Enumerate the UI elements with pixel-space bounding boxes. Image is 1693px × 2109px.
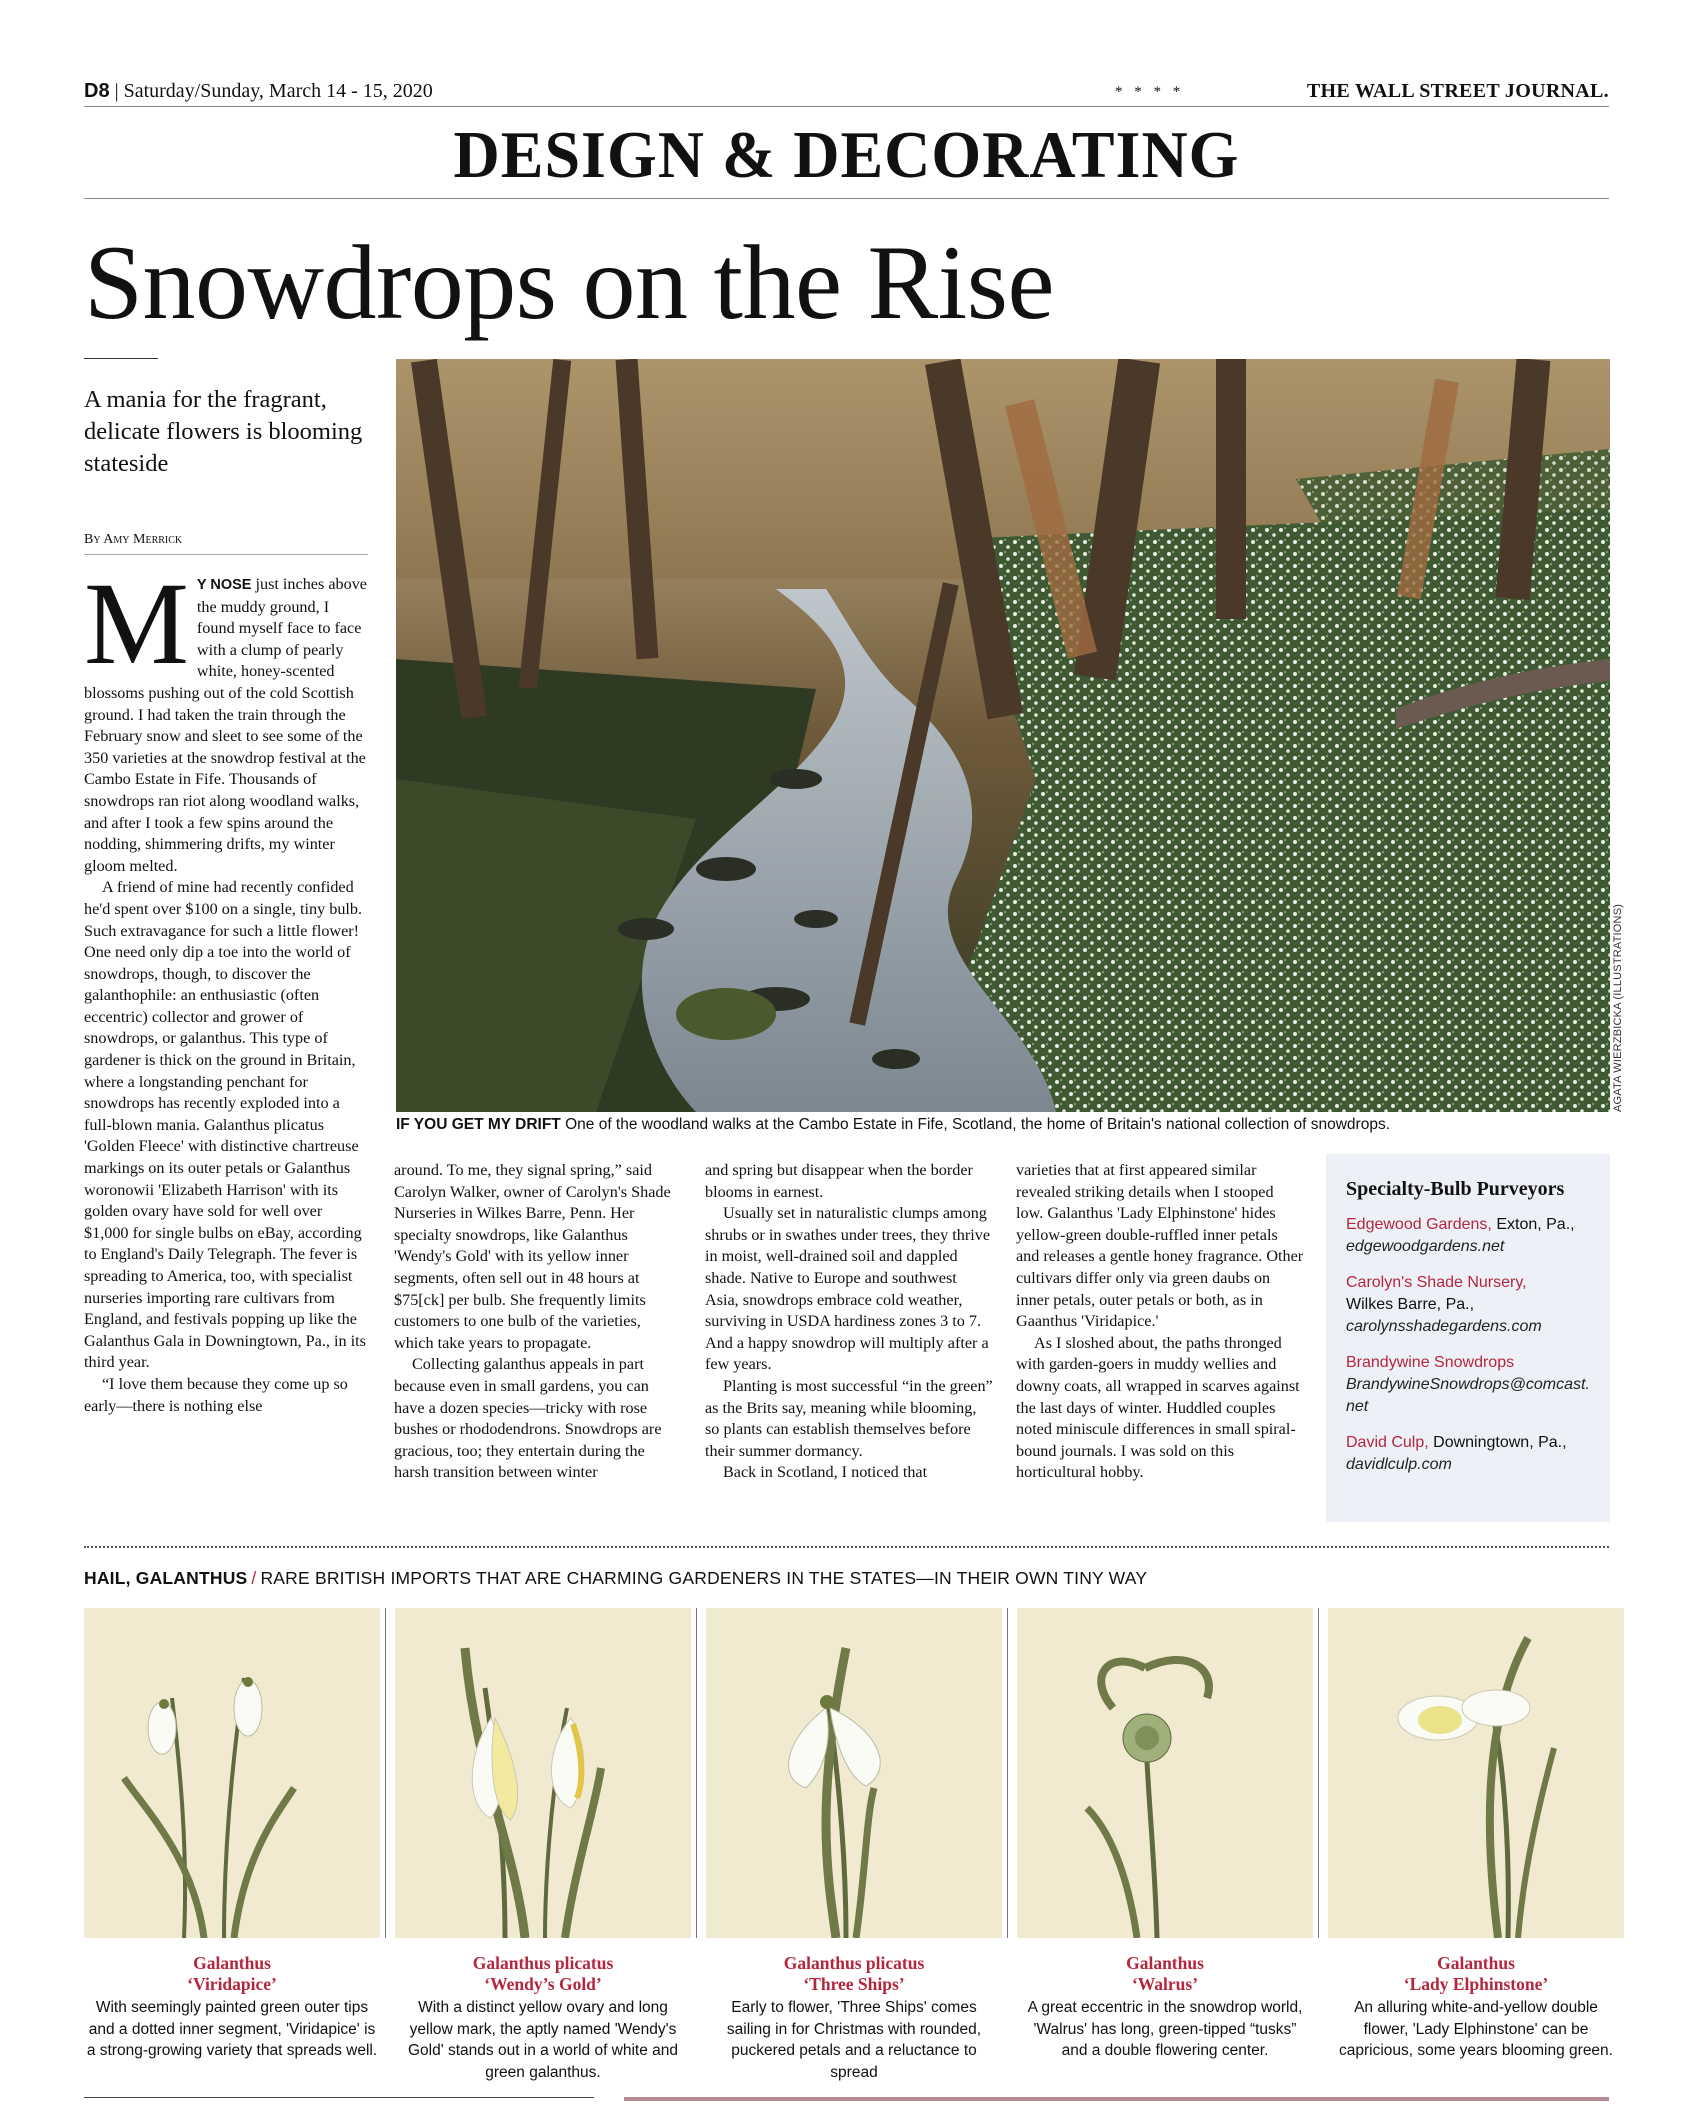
header-rule: [84, 106, 1609, 107]
bottom-rule: [84, 2097, 594, 2098]
photo-credit: AGATA WIERZBICKA (ILLUSTRATIONS): [1612, 903, 1624, 1112]
vendor-place: Downingtown, Pa.,: [1428, 1434, 1567, 1451]
section-title: DESIGN & DECORATING: [453, 117, 1240, 192]
snowdrop-illustration: [395, 1608, 691, 1938]
vendor-item: [1346, 1352, 1592, 1418]
strip-slash: /: [251, 1568, 257, 1588]
snowdrop-card-three-ships: [706, 1608, 1002, 2081]
caption-text: One of the woodland walks at the Cambo Estate in Fife, Scotland, the home of Britain's national collection of snowdrops.: [565, 1116, 1391, 1133]
paragraph: Planting is most successful “in the green” as the Brits say, meaning while blooming, so plants can establish themselves before their summer dormancy.: [705, 1376, 993, 1460]
snowdrop-card-walrus: [1017, 1608, 1313, 2068]
strip-heading: [84, 1568, 1147, 1589]
card-description: With a distinct yellow ovary and long yellow mark, the aptly named 'Wendy's Gold' stands out in a world of white and green galanthus.: [407, 1999, 679, 2081]
lead-in: Y NOSE: [196, 577, 252, 593]
card-variety: ‘Wendy’s Gold’: [484, 1974, 602, 1994]
strip-subtitle: RARE BRITISH IMPORTS THAT ARE CHARMING GARDENERS IN THE STATES—IN THEIR OWN TINY WAY: [260, 1568, 1148, 1588]
card-genus: Galanthus plicatus: [472, 1953, 614, 1973]
page-number: D8: [84, 80, 110, 102]
card-description: Early to flower, 'Three Ships' comes sailing in for Christmas with rounded, puckered petals and a reluctance to spread: [726, 1999, 982, 2081]
paragraph: Collecting galanthus appeals in part because even in small gardens, you can have a dozen species—tricky with rose bushes or rhododendrons. Snowdrops are gracious, too; they entertain during the harsh transition between winter: [394, 1355, 662, 1482]
paragraph: around. To me, they signal spring,” said Carolyn Walker, owner of Carolyn's Shade Nurseries in Wilkes Barre, Penn. Her specialty snowdrops, like Galanthus 'Wendy's Gold' with its yellow inner segments, often sell out in 48 hours at $75[ck] per bulb. She frequently limits customers to one bulb of the varieties, which take years to propagate.: [394, 1161, 671, 1352]
snowdrop-illustration: [84, 1608, 380, 1938]
card-divider: [1318, 1608, 1319, 1938]
paragraph: varieties that at first appeared similar revealed striking details when I stooped low. Galanthus 'Lady Elphinstone' hides yellow-green double-ruffled inner petals and releases a gentle honey fragrance. Other cultivars differ only via green daubs on inner petals, outer petals or both, as in Gaanthus 'Viridapice.': [1016, 1161, 1304, 1331]
dotted-divider: [84, 1546, 1609, 1548]
vendor-site: BrandywineSnowdrops@comcast.net: [1346, 1376, 1590, 1415]
vendor-name: Brandywine Snowdrops: [1346, 1354, 1515, 1371]
paragraph: A friend of mine had recently confided he'd spent over $100 on a single, tiny bulb. Such extravagance for such a little flower! One need only dip a toe into the world of snowdrops, though, to discover the galanthophile: an enthusiastic (often eccentric) collector and grower of snowdrops, or galanthus. This type of gardener is thick on the ground in Britain, where a longstanding penchant for snowdrops has recently exploded into a full-blown mania. Galanthus plicatus 'Golden Fleece' with distinctive chartreuse markings on its outer petals or Galanthus woronowii 'Elizabeth Harrison' with its golden ovary have sold for well over $1,000 for single bulbs on eBay, according to England's Daily Telegraph. The fever is spreading to America, too, with specialist nurseries importing rare cultivars from England, and festivals popping up like the Galanthus Gala in Downingtown, Pa., in its third year.: [84, 878, 366, 1372]
drop-cap: M: [84, 558, 189, 689]
paragraph: just inches above the muddy ground, I found myself face to face with a clump of pearly white, honey-scented blossoms pushing out of the cold Scottish ground. I had taken the train through the February snow and sleet to see some of the 350 varieties at the snowdrop festival at the Cambo Estate in Fife. Thousands of snowdrops ran riot along woodland walks, and after I took a few spins around the nodding, shimmering drifts, my winter gloom melted.: [84, 575, 367, 875]
card-description: A great eccentric in the snowdrop world, 'Walrus' has long, green-tipped “tusks” and a double flowering center.: [1027, 1999, 1303, 2059]
card-description: An alluring white-and-yellow double flower, 'Lady Elphinstone' can be capricious, some years blooming green.: [1339, 1999, 1613, 2059]
vendor-item: [1346, 1272, 1592, 1338]
vendor-place: Exton, Pa.,: [1491, 1216, 1575, 1233]
vendor-name: David Culp,: [1346, 1434, 1429, 1451]
vendor-item: [1346, 1432, 1592, 1476]
card-variety: ‘Three Ships’: [803, 1974, 905, 1994]
article-column-2: [394, 1160, 682, 1484]
woodland-stream-photo: [396, 359, 1610, 1112]
caption-lead: IF YOU GET MY DRIFT: [396, 1116, 561, 1133]
sidebar-title: Specialty-Bulb Purveyors: [1346, 1178, 1565, 1200]
card-name: [1328, 1953, 1624, 1995]
paragraph: Usually set in naturalistic clumps among shrubs or in swathes under trees, they thrive in moist, well-drained soil and dappled shade. Native to Europe and southwest Asia, snowdrops embrace cold weather, surviving in USDA hardiness zones 3 to 7. And a happy snowdrop will multiply after a few years.: [705, 1204, 991, 1374]
paragraph: “I love them because they come up so early—there is nothing else: [84, 1374, 348, 1415]
vendor-name: Edgewood Gardens,: [1346, 1216, 1492, 1233]
deck-rule: [84, 358, 158, 359]
purveyors-sidebar: [1326, 1154, 1610, 1522]
article-column-4: [1016, 1160, 1304, 1484]
card-variety: ‘Lady Elphinstone’: [1403, 1974, 1549, 1994]
vendor-item: [1346, 1214, 1592, 1258]
snowdrop-card-lady-elphinstone: [1328, 1608, 1624, 2068]
vendor-place: Wilkes Barre, Pa.,: [1346, 1296, 1475, 1313]
card-name: [1017, 1953, 1313, 1995]
article-column-1: [84, 558, 368, 1417]
card-genus: Galanthus: [1437, 1953, 1515, 1973]
article-column-3: [705, 1160, 993, 1484]
snowdrop-illustration: [1017, 1608, 1313, 1938]
card-divider: [1007, 1608, 1008, 1938]
card-genus: Galanthus: [193, 1953, 271, 1973]
card-name: [706, 1953, 1002, 1995]
photo-caption: [396, 1116, 1610, 1134]
folio: [84, 80, 433, 103]
paragraph: Back in Scotland, I noticed that: [723, 1463, 928, 1482]
vendor-site: carolynsshadegardens.com: [1346, 1318, 1542, 1335]
edition-stars: * * * *: [1115, 84, 1185, 100]
vendor-site: edgewoodgardens.net: [1346, 1238, 1505, 1255]
paragraph: As I sloshed about, the paths thronged with garden-goers in muddy wellies and downy coats, all wrapped in scarves against the last days of winter. Huddled couples noted miniscule differences in small spiral-bound journals. I was sold on this horticultural hobby.: [1016, 1333, 1300, 1482]
card-name: [84, 1953, 380, 1995]
byline: By Amy Merrick: [84, 532, 368, 555]
snowdrop-illustration: [706, 1608, 1002, 1938]
card-name: [395, 1953, 691, 1995]
strip-title: HAIL, GALANTHUS: [84, 1568, 248, 1588]
headline: Snowdrops on the Rise: [84, 224, 1054, 341]
issue-date: | Saturday/Sunday, March 14 - 15, 2020: [114, 80, 433, 102]
card-divider: [385, 1608, 386, 1938]
vendor-name: Carolyn's Shade Nursery,: [1346, 1274, 1527, 1291]
snowdrop-illustration: [1328, 1608, 1624, 1938]
deck: A mania for the fragrant, delicate flowers is blooming stateside: [84, 386, 363, 477]
lead-paragraph: [84, 558, 368, 877]
card-divider: [696, 1608, 697, 1938]
paragraph: and spring but disappear when the border blooms in earnest.: [705, 1161, 973, 1201]
masthead: THE WALL STREET JOURNAL.: [1306, 80, 1609, 102]
card-variety: ‘Viridapice’: [187, 1974, 277, 1994]
snowdrop-card-wendys-gold: [395, 1608, 691, 2081]
card-genus: Galanthus: [1126, 1953, 1204, 1973]
card-description: With seemingly painted green outer tips and a dotted inner segment, 'Viridapice' is a strong-growing variety that spreads well.: [86, 1999, 378, 2059]
photo-illustration: [396, 359, 1610, 1112]
snowdrop-card-viridapice: [84, 1608, 380, 2068]
card-genus: Galanthus plicatus: [783, 1953, 925, 1973]
bottom-accent-rule: [624, 2097, 1609, 2101]
card-variety: ‘Walrus’: [1131, 1974, 1199, 1994]
vendor-site: davidlculp.com: [1346, 1456, 1452, 1473]
section-rule: [84, 198, 1609, 199]
